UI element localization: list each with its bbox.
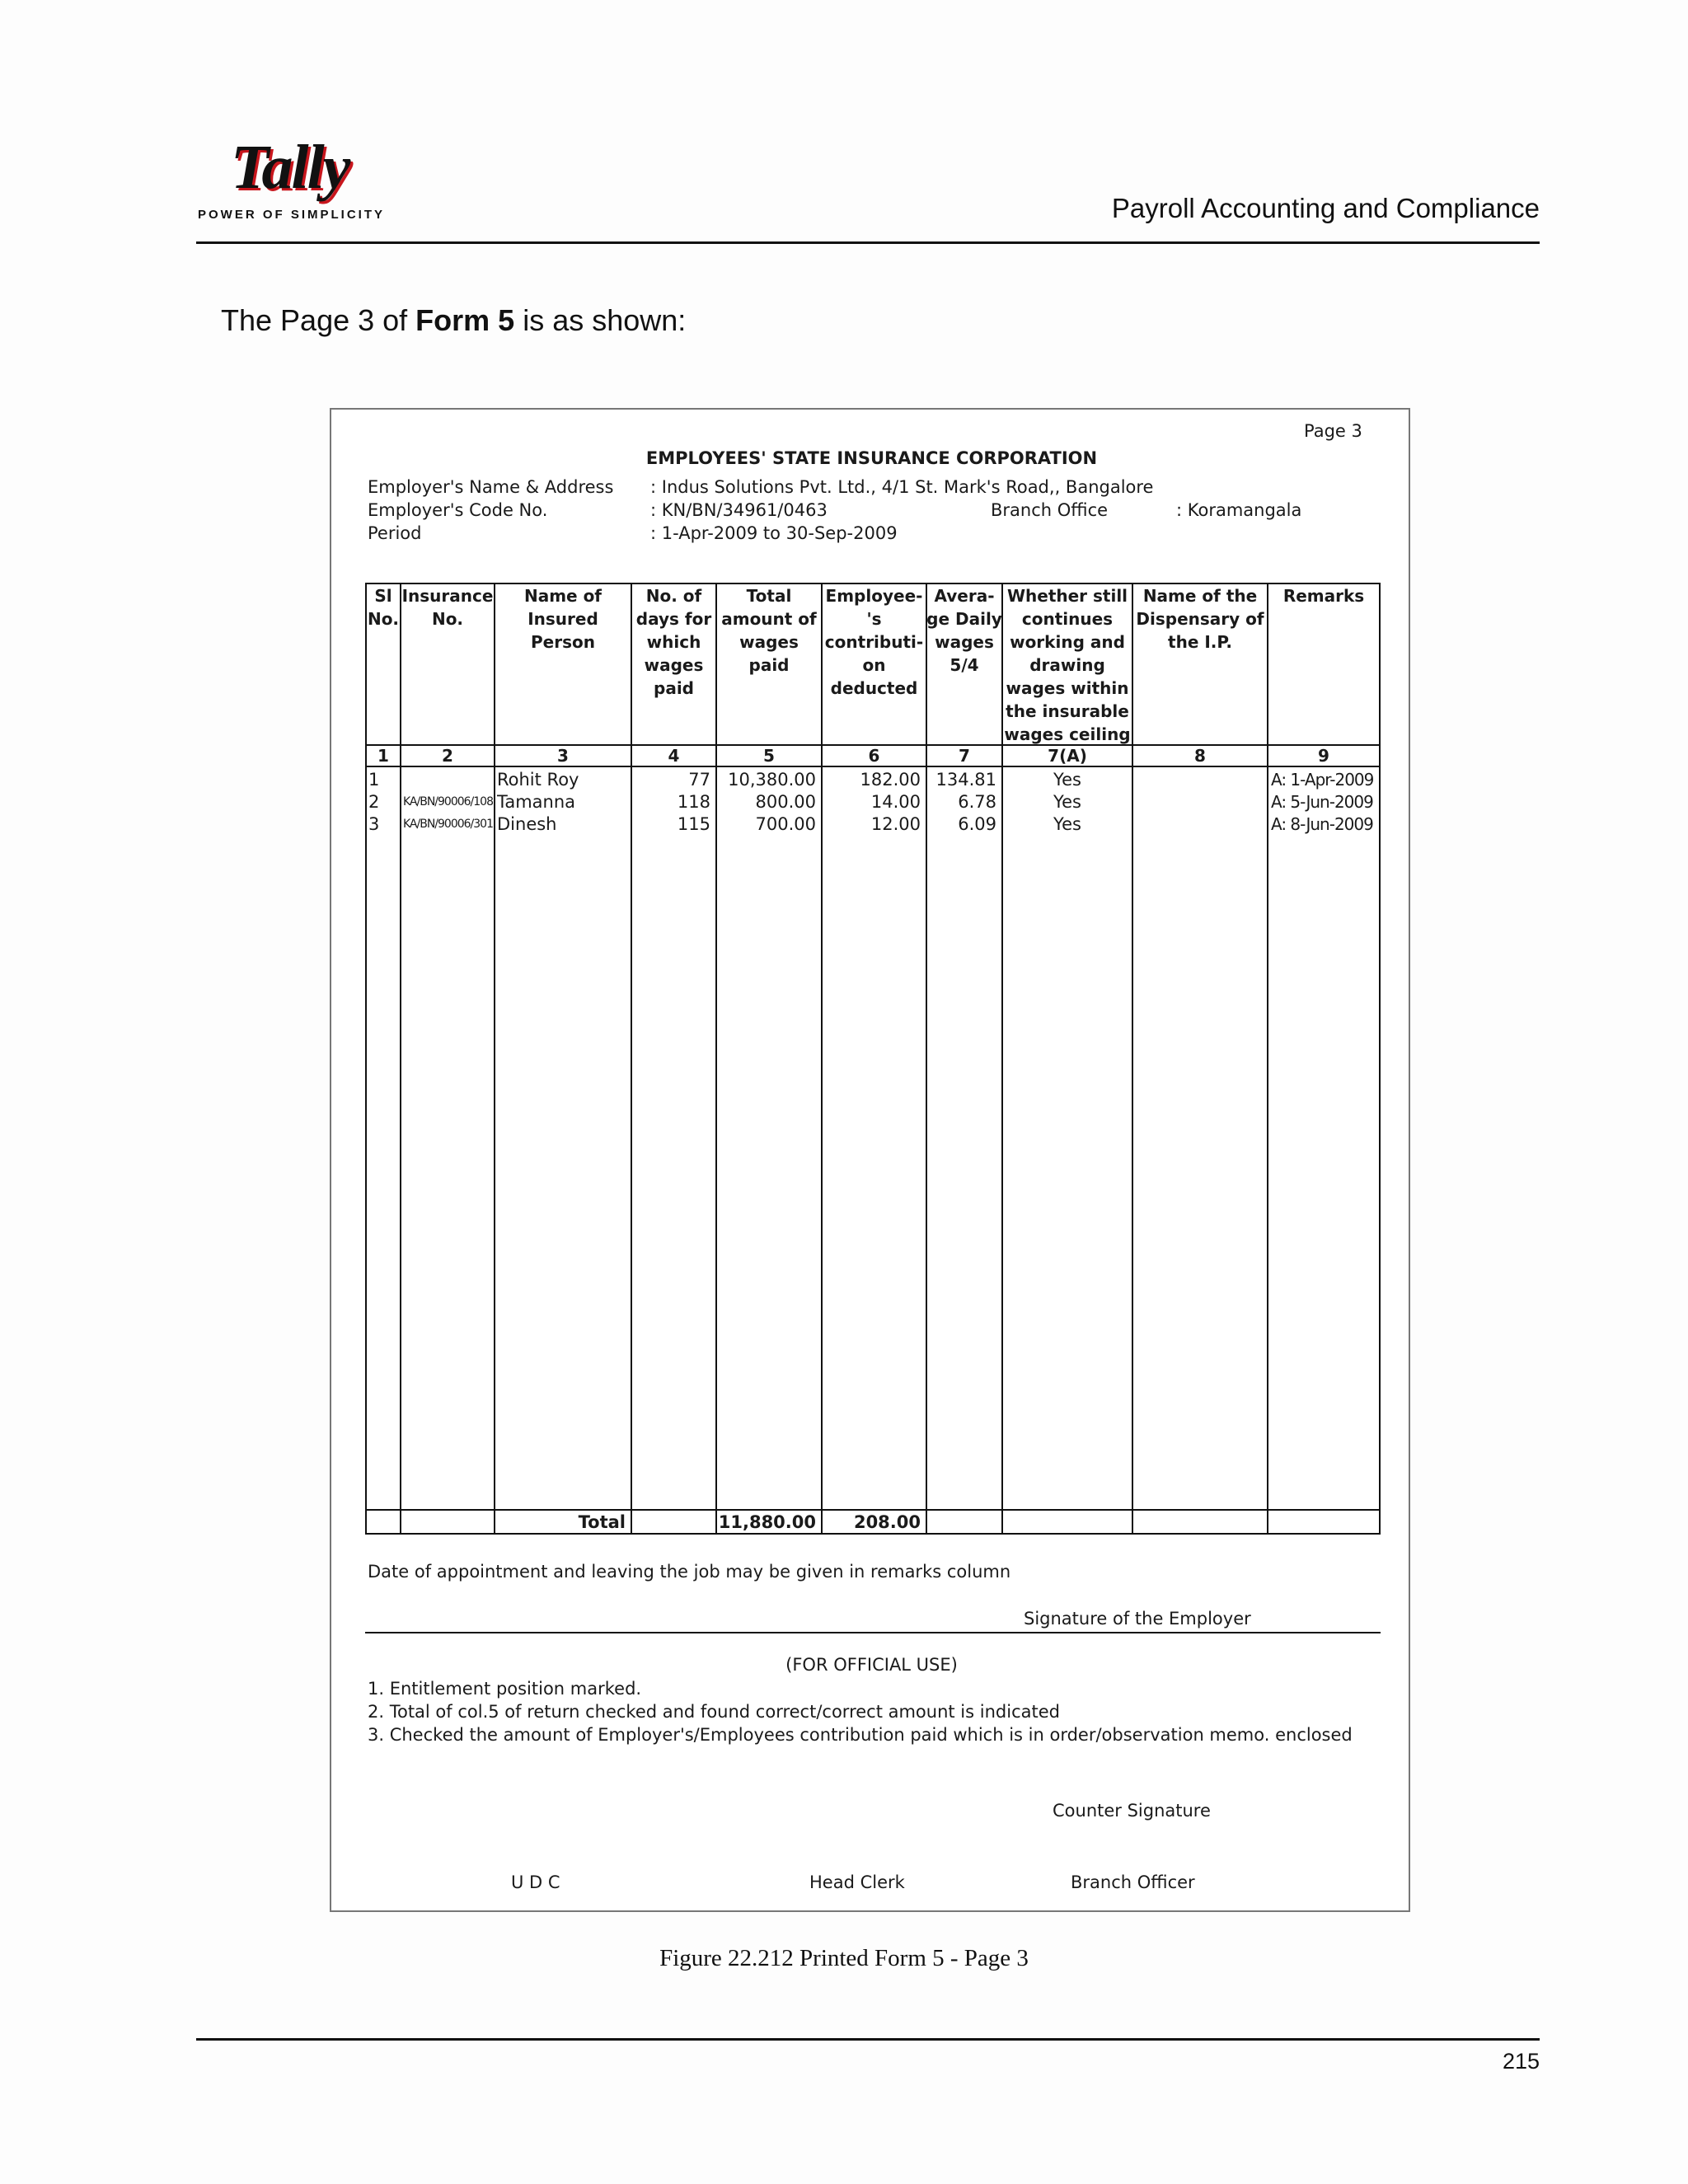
col-number: 7(A) <box>1048 746 1087 766</box>
cell-days: 118 <box>677 792 710 812</box>
remarks-note: Date of appointment and leaving the job may be given in remarks column <box>368 1562 1011 1582</box>
col-header-average: Avera- ge Daily wages 5/4 <box>926 586 1002 675</box>
intro-text: The Page 3 of Form 5 is as shown: <box>221 303 687 337</box>
col-divider <box>821 583 823 1535</box>
cell-contribution: 14.00 <box>870 792 921 812</box>
cell-wages: 10,380.00 <box>728 770 816 790</box>
col-header-sl: Sl No. <box>367 586 400 629</box>
cell-insurance-no: KA/BN/90006/301 <box>403 818 493 831</box>
table-frame <box>365 583 1381 1535</box>
official-item: 2. Total of col.5 of return checked and found correct/correct amount is indicated <box>368 1702 1060 1722</box>
col-header-remarks: Remarks <box>1282 586 1365 606</box>
cell-continues: Yes <box>1053 770 1081 790</box>
branch-office-label: Branch Office <box>991 500 1109 520</box>
cell-average: 134.81 <box>935 770 996 790</box>
tally-logo <box>196 132 394 223</box>
official-item: 3. Checked the amount of Employer's/Employees contribution paid which is in order/observation memo. enclosed <box>368 1725 1353 1745</box>
counter-signature-label: Counter Signature <box>1053 1801 1211 1821</box>
field-value-employer: : Indus Solutions Pvt. Ltd., 4/1 St. Mark's Road,, Bangalore <box>650 477 1154 497</box>
col-header-insurance: Insurance No. <box>401 586 494 629</box>
logo-wordmark: Tally <box>231 133 349 202</box>
col-divider <box>400 583 401 1535</box>
udc-label: U D C <box>511 1872 560 1892</box>
field-value-period: : 1-Apr-2009 to 30-Sep-2009 <box>650 523 898 543</box>
col-divider <box>631 583 632 1535</box>
cell-remarks: A: 5-Jun-2009 <box>1271 792 1373 812</box>
cell-name: Tamanna <box>497 792 576 812</box>
field-label-period: Period <box>368 523 422 543</box>
col-number: 8 <box>1194 746 1206 766</box>
cell-wages: 700.00 <box>755 814 816 834</box>
cell-remarks: A: 1-Apr-2009 <box>1271 770 1374 790</box>
cell-average: 6.78 <box>958 792 996 812</box>
col-divider <box>1267 583 1268 1535</box>
form5-figure <box>330 408 1410 1912</box>
cell-wages: 800.00 <box>755 792 816 812</box>
footer-divider <box>196 2038 1540 2041</box>
total-contribution: 208.00 <box>853 1512 921 1532</box>
col-number: 5 <box>763 746 775 766</box>
cell-continues: Yes <box>1053 792 1081 812</box>
col-header-wages: Total amount of wages paid <box>721 586 817 675</box>
page-label: Page 3 <box>1304 421 1362 441</box>
col-header-dispensary: Name of the Dispensary of the I.P. <box>1136 586 1264 652</box>
col-header-contribution: Employee- 's contributi- on deducted <box>824 586 924 698</box>
branch-office-value: : Koramangala <box>1176 500 1302 520</box>
head-clerk-label: Head Clerk <box>809 1872 905 1892</box>
header-divider <box>196 241 1540 244</box>
branch-officer-label: Branch Officer <box>1071 1872 1195 1892</box>
cell-name: Rohit Roy <box>497 770 579 790</box>
cell-sl: 1 <box>368 770 380 790</box>
page-header-title: Payroll Accounting and Compliance <box>1111 193 1540 223</box>
col-number: 6 <box>868 746 880 766</box>
col-number: 3 <box>557 746 569 766</box>
cell-sl: 2 <box>368 792 380 812</box>
cell-remarks: A: 8-Jun-2009 <box>1271 814 1373 834</box>
field-value-code: : KN/BN/34961/0463 <box>650 500 828 520</box>
col-number: 9 <box>1318 746 1329 766</box>
total-label: Total <box>578 1512 626 1532</box>
col-divider <box>494 583 495 1535</box>
cell-insurance-no: KA/BN/90006/108 <box>403 795 493 808</box>
cell-sl: 3 <box>368 814 380 834</box>
total-wages: 11,880.00 <box>718 1512 816 1532</box>
col-number: 7 <box>959 746 970 766</box>
logo-tagline: POWER OF SIMPLICITY <box>198 208 386 222</box>
cell-days: 77 <box>688 770 710 790</box>
official-item: 1. Entitlement position marked. <box>368 1679 642 1699</box>
col-header-continues: Whether still continues working and drawing wages within the insurable wages ceiling <box>1004 586 1131 744</box>
col-header-name: Name of Insured Person <box>523 586 603 652</box>
cell-days: 115 <box>677 814 710 834</box>
page-number: 215 <box>1502 2049 1540 2074</box>
col-divider <box>715 583 717 1535</box>
total-row-rule <box>365 1509 1381 1511</box>
col-number: 2 <box>442 746 453 766</box>
cell-name: Dinesh <box>497 814 557 834</box>
org-title: EMPLOYEES' STATE INSURANCE CORPORATION <box>645 448 1098 468</box>
figure-caption: Figure 22.212 Printed Form 5 - Page 3 <box>659 1945 1029 1971</box>
cell-contribution: 182.00 <box>860 770 921 790</box>
cell-continues: Yes <box>1053 814 1081 834</box>
employer-signature-label: Signature of the Employer <box>1024 1609 1251 1629</box>
contribution-table <box>365 583 1381 1535</box>
number-row-rule <box>365 766 1381 767</box>
field-label-employer: Employer's Name & Address <box>368 477 614 497</box>
col-number: 1 <box>377 746 389 766</box>
cell-average: 6.09 <box>958 814 996 834</box>
col-divider <box>926 583 927 1535</box>
signature-line <box>365 1632 1381 1633</box>
official-use-heading: (FOR OFFICIAL USE) <box>785 1655 958 1675</box>
field-label-code: Employer's Code No. <box>368 500 548 520</box>
cell-contribution: 12.00 <box>870 814 921 834</box>
col-header-days: No. of days for which wages paid <box>635 586 712 698</box>
col-number: 4 <box>668 746 680 766</box>
